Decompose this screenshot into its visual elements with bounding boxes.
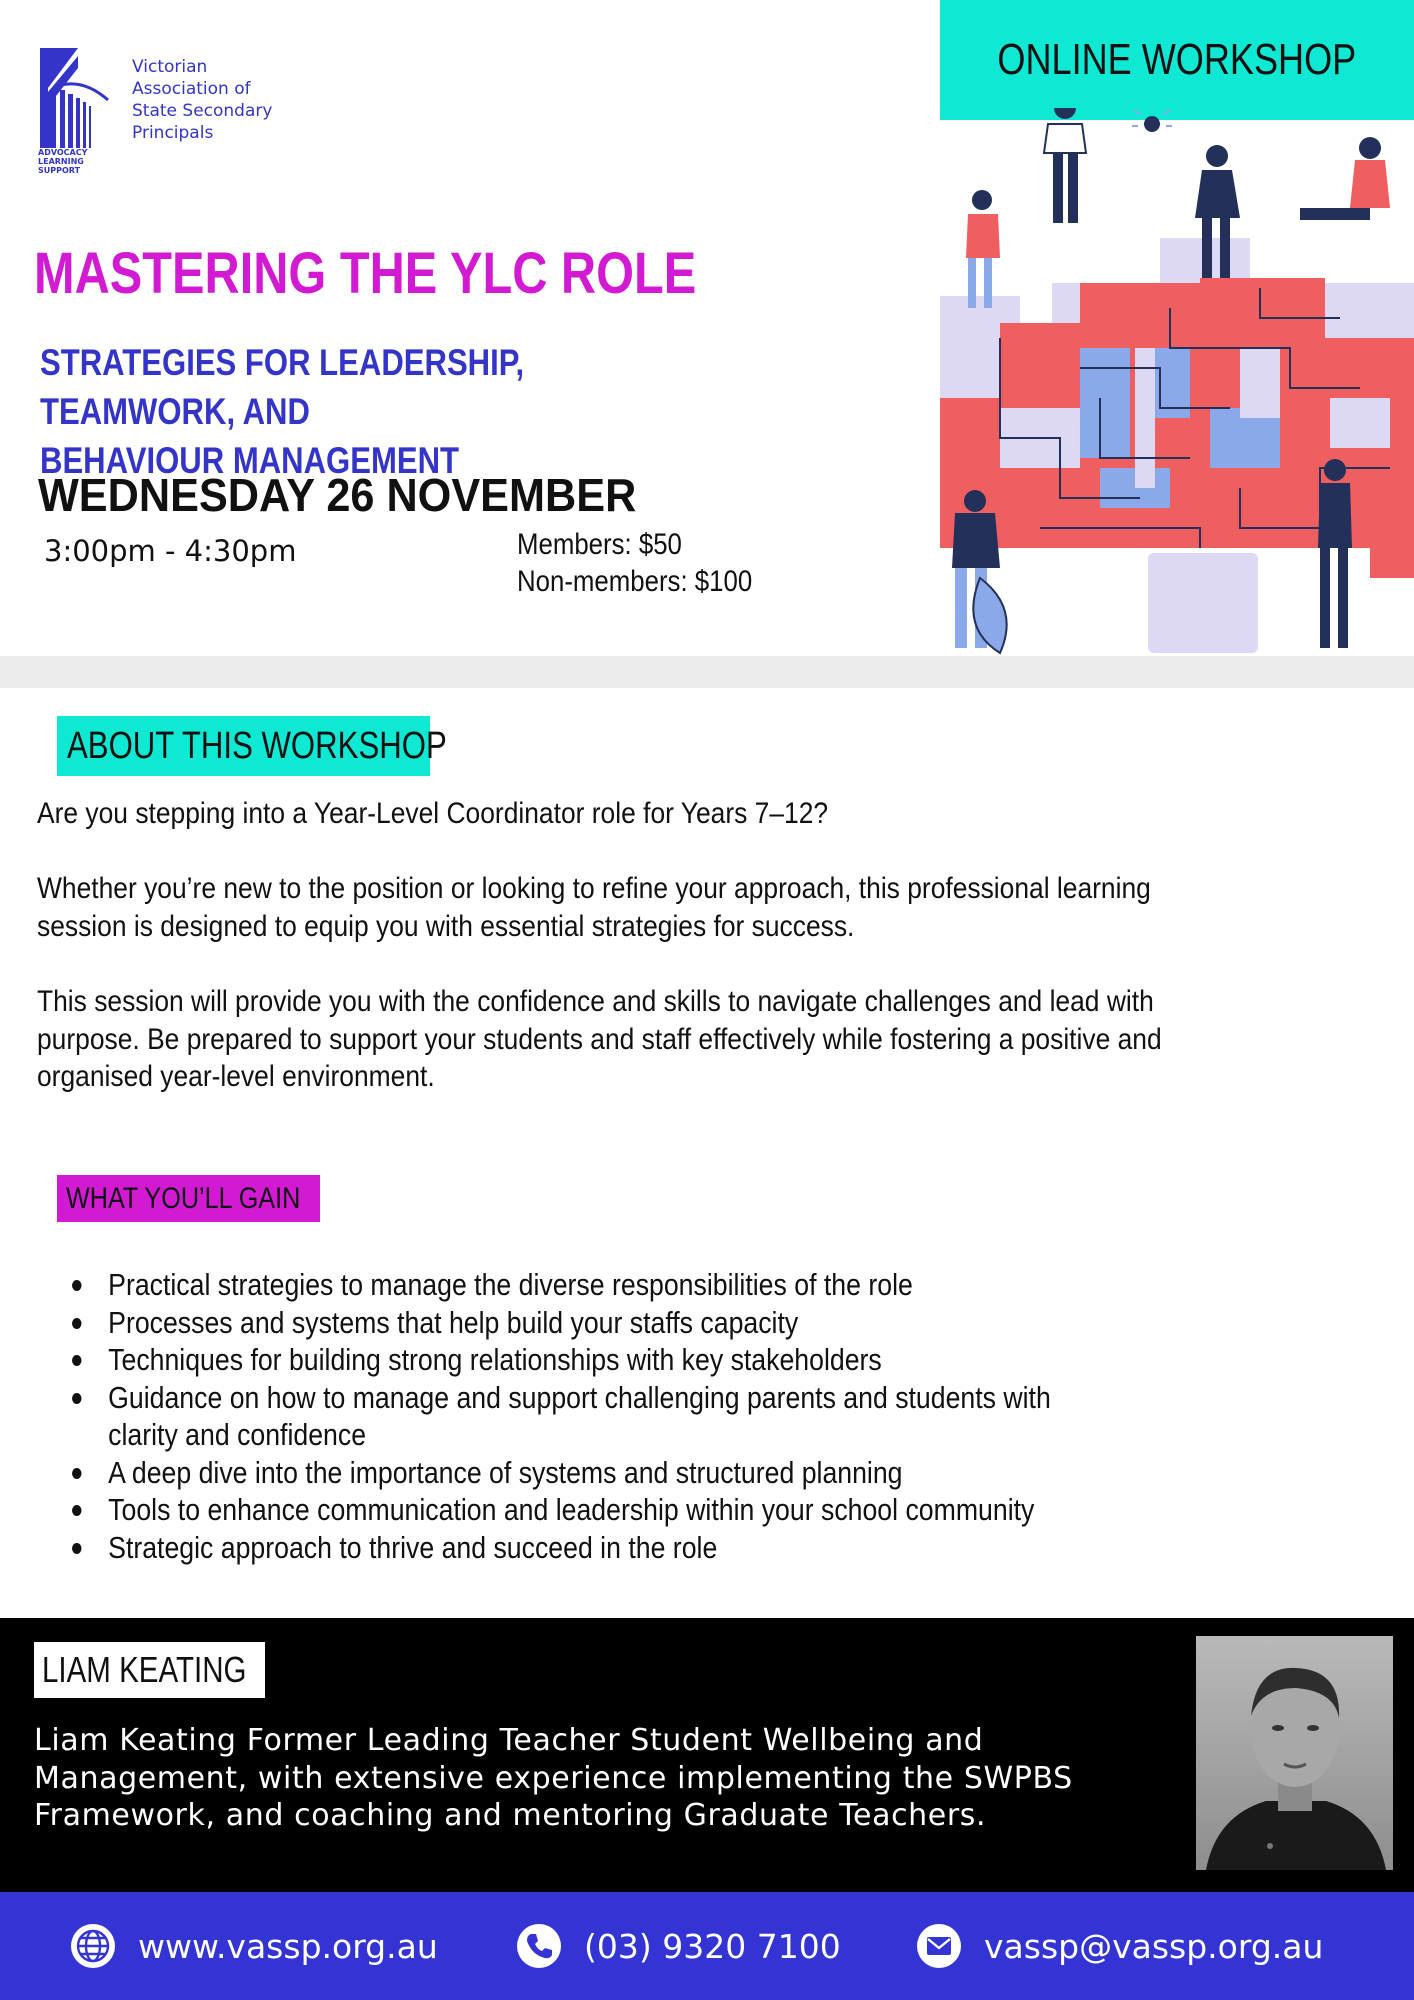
list-item: Processes and systems that help build your staffs capacity: [60, 1304, 1402, 1342]
about-paragraph-1: Are you stepping into a Year-Level Coordinator role for Years 7–12?: [37, 797, 829, 830]
speaker-name: LIAM KEATING: [34, 1642, 265, 1698]
globe-icon: [70, 1923, 116, 1969]
phone-icon: [516, 1923, 562, 1969]
mail-icon: [916, 1923, 962, 1969]
list-item: Tools to enhance communication and leadership within your school community: [60, 1491, 1402, 1529]
speaker-photo: [1196, 1636, 1393, 1870]
list-item: Techniques for building strong relationships with key stakeholders: [60, 1341, 1402, 1379]
speaker-bio: Liam Keating Former Leading Teacher Student Wellbeing and Management, with extensive experience implementing the SWPBS Framework, and coaching and mentoring Graduate Teachers.: [34, 1723, 1073, 1833]
phone-link[interactable]: [516, 1892, 841, 2000]
teamwork-illustration: [940, 108, 1414, 656]
about-heading: ABOUT THIS WORKSHOP: [57, 716, 430, 776]
online-workshop-badge: ONLINE WORKSHOP: [940, 0, 1414, 120]
price-members: Members: $50: [517, 528, 682, 561]
gain-heading: WHAT YOU’LL GAIN: [57, 1175, 320, 1222]
event-date: WEDNESDAY 26 NOVEMBER: [38, 469, 637, 521]
list-item: Guidance on how to manage and support challenging parents and students with clarity and confidence: [60, 1379, 1075, 1454]
vassp-logo-mark-icon: [38, 48, 118, 148]
about-paragraph-3: This session will provide you with the confidence and skills to navigate challenges and lead with purpose. Be prepared to support your students and staff effectively while fostering a positive and organised year-level environment.: [37, 985, 1162, 1093]
contact-footer: [0, 1892, 1414, 2000]
email-link[interactable]: [916, 1892, 1323, 2000]
section-divider: [0, 656, 1414, 688]
vassp-logo: [38, 48, 298, 178]
website-link[interactable]: [70, 1892, 438, 2000]
price-nonmembers: Non-members: $100: [517, 565, 753, 598]
event-time: 3:00pm - 4:30pm: [44, 534, 297, 568]
event-title: MASTERING THE YLC ROLE: [34, 241, 697, 306]
website-text: www.vassp.org.au: [138, 1926, 438, 1966]
list-item: Strategic approach to thrive and succeed in the role: [60, 1529, 1402, 1567]
phone-text: (03) 9320 7100: [584, 1926, 841, 1966]
about-paragraph-2: Whether you’re new to the position or looking to refine your approach, this professional learning session is designed to equip you with essential strategies for success.: [37, 872, 1151, 943]
speaker-section: [0, 1618, 1414, 1892]
event-prices: [517, 526, 752, 600]
list-item: A deep dive into the importance of systems and structured planning: [60, 1454, 1402, 1492]
logo-tagline: ADVOCACY LEARNING SUPPORT: [38, 148, 88, 175]
gain-list: [60, 1266, 1402, 1566]
list-item: Practical strategies to manage the diverse responsibilities of the role: [60, 1266, 1402, 1304]
event-subtitle: STRATEGIES FOR LEADERSHIP, TEAMWORK, AND BEHAVIOUR MANAGEMENT: [40, 342, 525, 481]
email-text: vassp@vassp.org.au: [984, 1926, 1324, 1966]
logo-org-name: Victorian Association of State Secondary Principals: [132, 57, 273, 143]
